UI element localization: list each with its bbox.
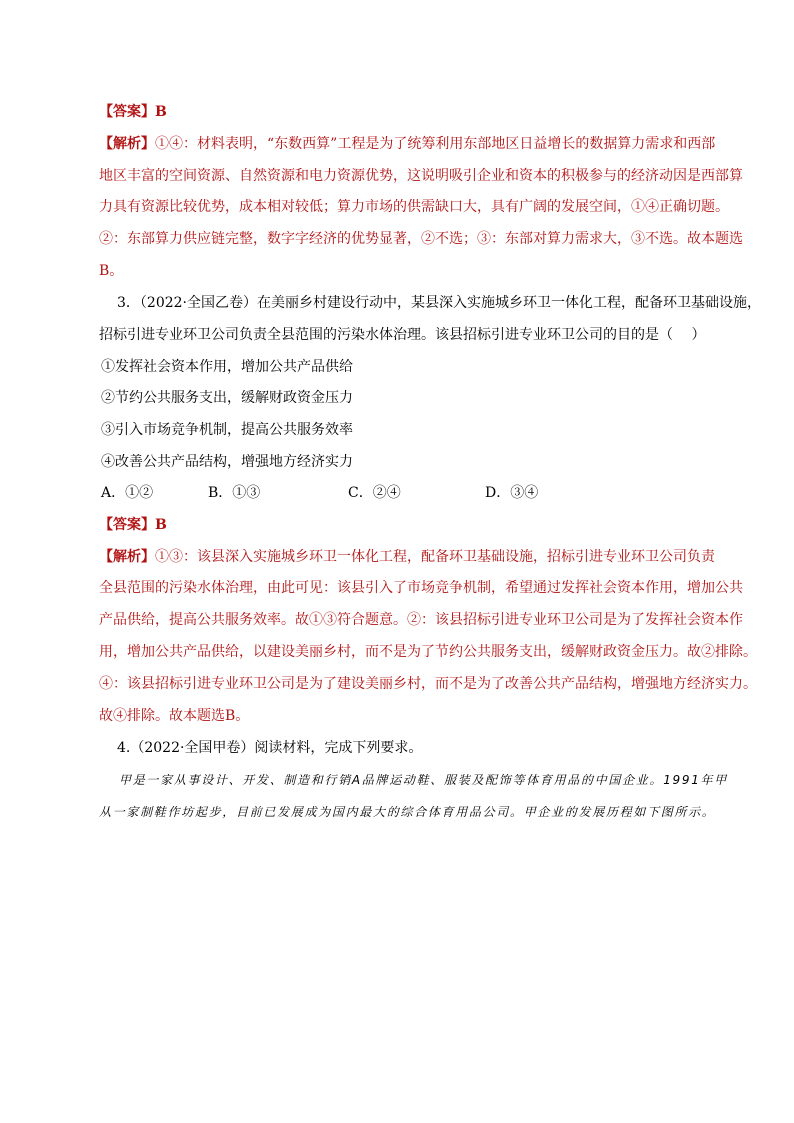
answer-value: B <box>155 104 167 120</box>
q3-analysis-line-1: 【解析】①③：该县深入实施城乡环卫一体化工程，配备环卫基础设施，招标引进专业环卫公司负责 <box>99 549 715 565</box>
q3-statement-1: ①发挥社会资本作用，增加公共产品供给 <box>101 359 353 375</box>
q3-option-b: B．①③ <box>208 485 261 501</box>
q3-stem-line-2: 招标引进专业环卫公司负责全县范围的污染水体治理。该县招标引进专业环卫公司的目的是（ ） <box>99 327 706 343</box>
answer-label: 【答案】 <box>99 517 155 533</box>
analysis-label: 【解析】 <box>99 136 155 152</box>
q3-statement-4: ④改善公共产品结构，增强地方经济实力 <box>101 454 353 470</box>
q4-material-line-1: 甲是一家从事设计、开发、制造和行销A品牌运动鞋、服装及配饰等体育用品的中国企业。1991年甲 <box>119 773 728 787</box>
q2-analysis-line-4: ②：东部算力供应链完整，数字字经济的优势显著，②不选；③：东部对算力需求大，③不选。故本题选 <box>99 231 743 247</box>
q2-analysis-line-5: B。 <box>99 263 124 279</box>
q3-stem-line-1: 3．（2022·全国乙卷）在美丽乡村建设行动中，某县深入实施城乡环卫一体化工程，配备环卫基础设施， <box>117 295 761 311</box>
q4-material-line-2: 从一家制鞋作坊起步，目前已发展成为国内最大的综合体育用品公司。甲企业的发展历程如下图所示。 <box>99 805 716 819</box>
answer-value: B <box>155 517 167 533</box>
q3-option-d: D．③④ <box>485 485 539 501</box>
q2-analysis-line-2: 地区丰富的空间资源、自然资源和电力资源优势，这说明吸引企业和资本的积极参与的经济动因是西部算 <box>99 168 743 184</box>
q2-analysis-line-1: 【解析】①④：材料表明，“东数西算”工程是为了统筹利用东部地区日益增长的数据算力需求和西部 <box>99 136 716 152</box>
q3-analysis-line-4: 用，增加公共产品供给，以建设美丽乡村，而不是为了节约公共服务支出，缓解财政资金压力。故②排除。 <box>99 644 757 660</box>
q3-option-a: A．①② <box>101 485 154 501</box>
q3-statement-2: ②节约公共服务支出，缓解财政资金压力 <box>101 390 353 406</box>
q3-answer <box>99 515 167 535</box>
q3-analysis-line-6: 故④排除。故本题选B。 <box>99 708 250 724</box>
answer-label: 【答案】 <box>99 104 155 120</box>
q3-analysis-line-3: 产品供给，提高公共服务效率。故①③符合题意。②：该县招标引进专业环卫公司是为了发挥社会资本作 <box>99 612 743 628</box>
analysis-label: 【解析】 <box>99 549 155 565</box>
q3-analysis-line-5: ④：该县招标引进专业环卫公司是为了建设美丽乡村，而不是为了改善公共产品结构，增强地方经济实力。 <box>99 676 757 692</box>
q3-analysis-line-2: 全县范围的污染水体治理，由此可见：该县引入了市场竞争机制，希望通过发挥社会资本作用，增加公共 <box>99 580 743 596</box>
q3-option-c: C．②④ <box>348 485 401 501</box>
q2-analysis-line-3: 力具有资源比较优势，成本相对较低；算力市场的供需缺口大，具有广阔的发展空间，①④正确切题。 <box>99 199 729 215</box>
q4-stem: 4.（2022·全国甲卷）阅读材料，完成下列要求。 <box>117 740 423 756</box>
q2-answer <box>99 102 167 122</box>
q3-statement-3: ③引入市场竞争机制，提高公共服务效率 <box>101 422 353 438</box>
